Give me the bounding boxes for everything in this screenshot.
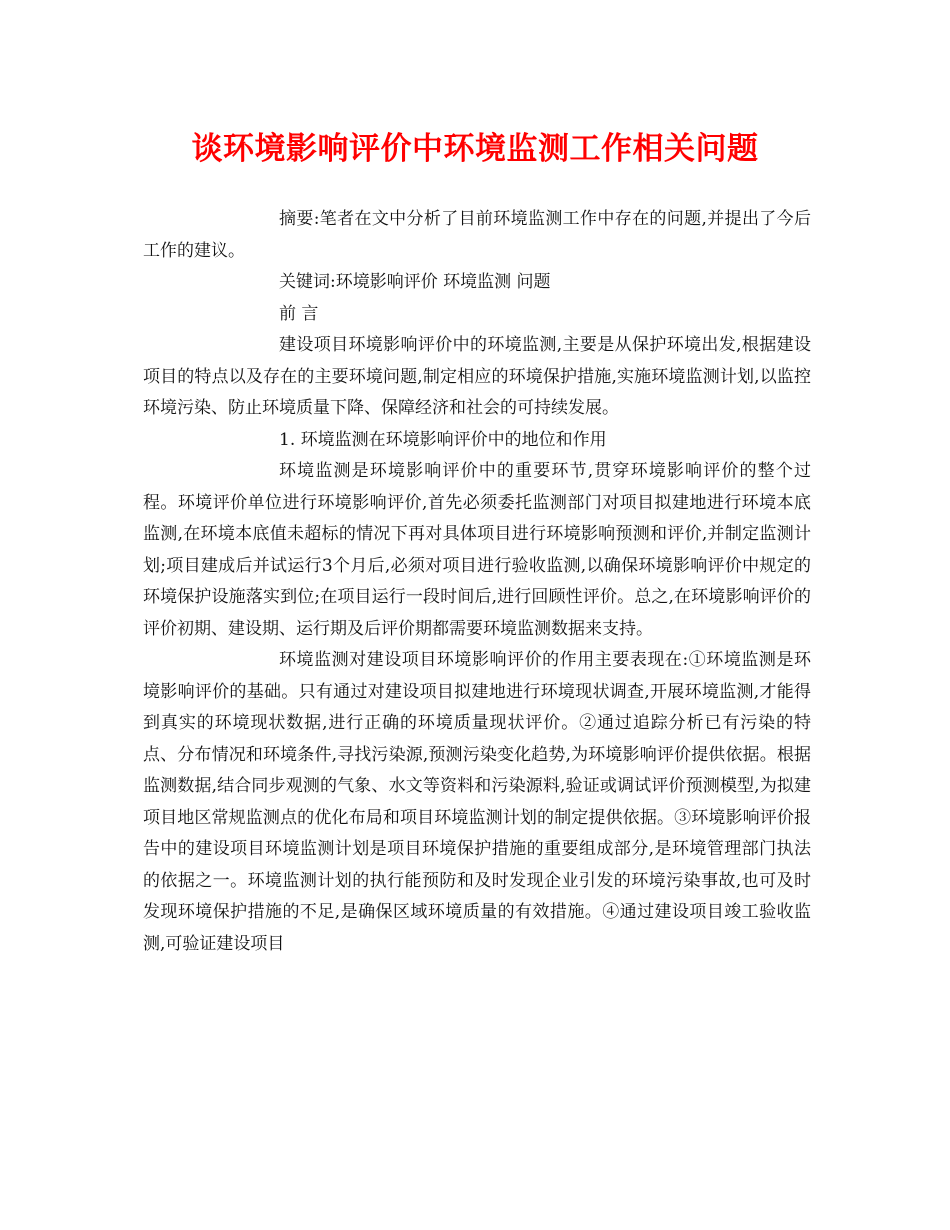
body-paragraph: 环境监测对建设项目环境影响评价的作用主要表现在:①环境监测是环境影响评价的基础。只有通过对建设项目拟建地进行环境现状调查,开展环境监测,才能得到真实的环境现状数据,进行正确的环境质量现状评价。②通过追踪分析已有污染的特点、分布情况和环境条件,寻找污染源,预测污染变化趋势,为环境影响评价提供依据。根据监测数据,结合同步观测的气象、水文等资料和污染源料,验证或调试评价预测模型,为拟建项目地区常规监测点的优化布局和项目环境监测计划的制定提供依据。③环境影响评价报告中的建设项目环境监测计划是项目环境保护措施的重要组成部分,是环境管理部门执法的依据之一。环境监测计划的执行能预防和及时发现企业引发的环境污染事故,也可及时发现环境保护措施的不足,是确保区域环境质量的有效措施。④通过建设项目竣工验收监测,可验证建设项目 bbox=[143, 650, 811, 954]
document-title: 谈环境影响评价中环境监测工作相关问题 bbox=[191, 131, 759, 167]
abstract-paragraph: 摘要:笔者在文中分析了目前环境监测工作中存在的问题,并提出了今后工作的建议。 bbox=[143, 209, 811, 261]
body-paragraph: 环境监测是环境影响评价中的重要环节,贯穿环境影响评价的整个过程。环境评价单位进行环境影响评价,首先必须委托监测部门对项目拟建地进行环境本底监测,在环境本底值未超标的情况下再对具体项目进行环境影响预测和评价,并制定监测计划;项目建成后并试运行3个月后,必须对项目进行验收监测,以确保环境影响评价中规定的环境保护设施落实到位;在项目运行一段时间后,进行回顾性评价。总之,在环境影响评价的评价初期、建设期、运行期及后评价期都需要环境监测数据来支持。 bbox=[143, 461, 811, 639]
section-heading-1: 1. 环境监测在环境影响评价中的地位和作用 bbox=[279, 429, 607, 450]
keywords-paragraph: 关键词:环境影响评价 环境监测 问题 bbox=[279, 272, 551, 292]
preface-paragraph: 建设项目环境影响评价中的环境监测,主要是从保护环境出发,根据建设项目的特点以及存在的主要环境问题,制定相应的环境保护措施,实施环境监测计划,以监控环境污染、防止环境质量下降、保障经济和社会的可持续发展。 bbox=[143, 335, 811, 418]
document-body bbox=[143, 204, 811, 960]
preface-heading: 前 言 bbox=[279, 303, 319, 324]
